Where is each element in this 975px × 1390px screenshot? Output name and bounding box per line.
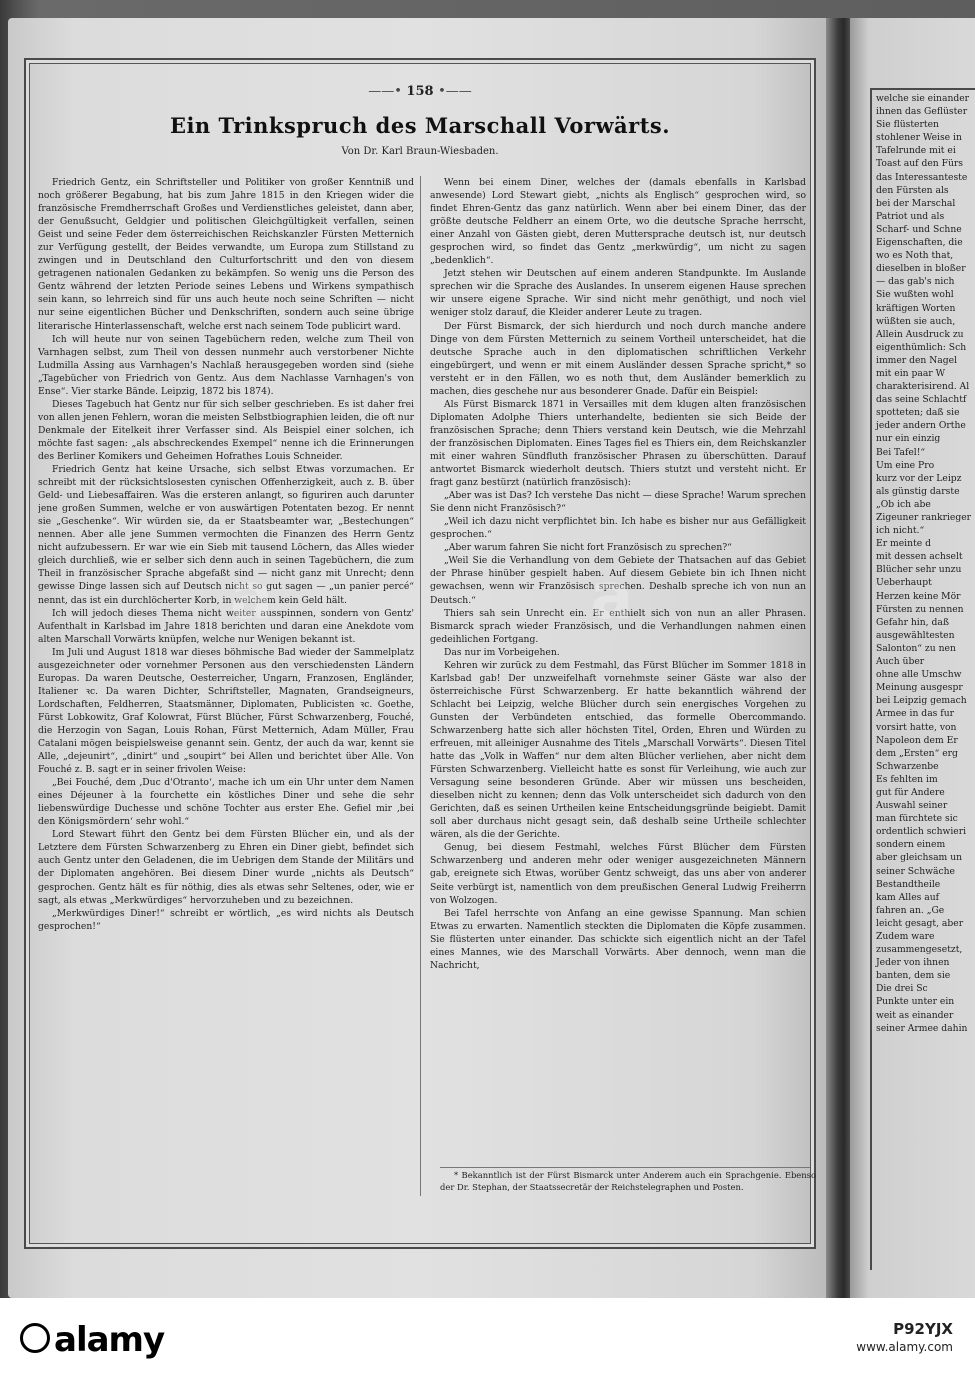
text-line: banten, dem sie <box>876 970 951 982</box>
text-line: Bestandtheile <box>876 878 941 890</box>
text-line: ihnen das Geflüster <box>876 106 968 118</box>
paragraph: Friedrich Gentz hat keine Ursache, sich selbst Etwas vorzumachen. Er schreibt mit der rücksichtslosesten cynischen Offenherzigkeit, auch z. B. über Geld- und Liebesaffairen. Was die ersteren anlangt, so figuriren auch darunter jene großen Summen, welche er von auswärtigen Potentaten bezog. Er nennt sie „Geschenke“. Wir würden sie, da er Staatsbeamter war, „Bestechungen“ nennen. Aber alle jene Summen vermochten die Finanzen des Herrn Gentz nicht aufzubessern. Er war wie ein Sieb mit tausend Löchern, das Alles wieder gleich durchließ, wie er selber sich denn auch in seinen Tagebüchern, die zum Theil in französischer Sprache abgefaßt sind — nicht ganz mit Unrecht; denn gewisse Dinge lassen sich auf Deutsch nicht so gut sagen — „un panier percé“ nennt, das ist ein durchlöcherter Korb, in welchem kein Geld hält. <box>38 464 414 606</box>
paragraph: Als Fürst Bismarck 1871 in Versailles mit dem klugen alten französischen Diplomaten Adolphe Thiers unterhandelte, bedienten sie sich Beide der französischen Sprache; denn Thiers verstand kein Deutsch, wie die Mehrzahl der französischen Diplomaten. Eines Tages fiel es Thiers ein, dem Reichskanzler mit einer wahren Sündfluth französischer Phrasen zu überschütten. Darauf antwortet Bismarck wiederholt deutsch. Thiers stutzt und versteht nicht. Er fragt ganz bestürzt (natürlich französisch): <box>430 398 806 489</box>
text-line: Salonton“ zu nen <box>876 642 956 654</box>
text-line: gut für Andere <box>876 786 945 798</box>
text-line: mit ein paar W <box>876 367 946 379</box>
paragraph: Bei Tafel herrschte von Anfang an eine gewisse Spannung. Man schien Etwas zu erwarten. Namentlich steckten die Diplomaten die Köpfe zusammen. Sie flüsterten unter einander. Das schickte sich eigentlich nicht an der Tafel eines Mannes, wie des Marschall Vorwärts. Aber dennoch, wenn man die Nachricht, <box>430 907 806 971</box>
paragraph: „Weil Sie die Verhandlung von dem Gebiete der Thatsachen auf das Gebiet der Phrase hinüber gespielt haben. Auf diesem Gebiete bin ich Ihnen nicht gewachsen, wenn wir Französisch sprechen. Deshalb spreche ich von nun an Deutsch.“ <box>430 555 806 606</box>
text-line: Ueberhaupt <box>876 577 932 589</box>
text-line: Er meinte d <box>876 538 931 550</box>
text-line: seiner Schwäche <box>876 865 955 877</box>
paragraph: Der Fürst Bismarck, der sich hierdurch und noch durch manche andere Dinge von dem Fürsten Metternich zu seinem Vortheil unterscheidet, hat die deutsche Sprache auch in den diplomatischen schriftlichen Verkehr eingebürgert, und wenn er mit einem Ausländer dessen Sprache spricht,* so versteht er in den Fällen, wo es noth thut, dem Ausländer bemerklich zu machen, dies geschehe nur aus besonderer Gnade. Dafür ein Beispiel: <box>430 320 806 397</box>
text-line: kräftigen Worten <box>876 302 956 314</box>
footnote-rule <box>440 1167 810 1168</box>
paragraph: Im Juli und August 1818 war dieses böhmische Bad wieder der Sammelplatz ausgezeichneter oder vornehmer Personen aus den verschiedensten Ländern Europas. Da waren Deutsche, Oesterreicher, Ungarn, Franzosen, Engländer, Italiener ꝛc. Da waren Dichter, Schriftsteller, Magnaten, Grandseigneurs, Lordschaften, Feldherren, Staatsmänner, Diplomaten, Publicisten ꝛc. Goethe, Fürst Lobkowitz, Graf Kolowrat, Fürst Blücher, Fürst Schwarzenberg, Fouché, die Herzogin von Sagan, Louis Rohan, Fürst Metternich, Adam Müller, Frau Catalani mögen beispielsweise genannt sein. Gentz, der auch da war, kennt sie Alle, „dejeunirt“, „dinirt“ und „soupirt“ bei Allen und berichtet über Alle. Von Fouché z. B. sagt er in seiner frivolen Weise: <box>38 646 414 776</box>
text-line: Sie flüsterten <box>876 119 939 131</box>
text-line: Bei Tafel!“ <box>876 446 926 458</box>
text-line: seiner Armee dahin <box>876 1022 968 1034</box>
paragraph: „Aber was ist Das? Ich verstehe Das nicht — diese Sprache! Warum sprechen Sie denn nicht Französisch?“ <box>430 490 806 515</box>
text-line: Blücher sehr unzu <box>876 564 962 576</box>
text-line: Meinung ausgespr <box>876 682 963 694</box>
text-line: das seine Schlachtf <box>876 394 967 406</box>
column-divider <box>420 176 421 1196</box>
text-line: dieselben in bloßer <box>876 263 966 275</box>
text-line: mit dessen achselt <box>876 551 963 563</box>
paragraph: Friedrich Gentz, ein Schriftsteller und Politiker von großer Kenntniß und noch größerer Begabung, hat bis zum Jahre 1815 in den Kriegen wider die französische Fremdherrschaft Großes und Verdienstliches geleistet, dann aber, der Genußsucht, Geldgier und politischen Gleichgültigkeit verfallen, seinen Geist und seine Feder dem österreichischen Reichskanzler Fürsten Metternich zur Verfügung gestellt, der Beides verwandte, um Europa zum Stillstand zu zwingen und in Deutschland den Culturfortschritt und den von diesem getragenen nationalen Gedanken zu bekämpfen. So wenig uns die Person des Gentz während der letzten Periode seines Lebens und Wirkens sympathisch sein kann, so lehrreich sind für uns auch heute noch seine Schriften — nicht nur seine eigentlichen Bücher und Denkschriften, sondern auch seine übrige literarische Hinterlassenschaft, welche erst nach seinem Tode publicirt ward. <box>38 177 414 332</box>
text-line: das Interessanteste <box>876 171 968 183</box>
text-line: charakterisirend. Al <box>876 381 970 393</box>
stock-info <box>856 1320 953 1356</box>
text-line: kurz vor der Leipz <box>876 472 962 484</box>
text-line: immer den Nagel <box>876 354 958 366</box>
text-line: kam Alles auf <box>876 891 940 903</box>
text-line: man fürchtete sic <box>876 813 958 825</box>
paragraph: Kehren wir zurück zu dem Festmahl, das Fürst Blücher im Sommer 1818 in Karlsbad gab! Der unzweifelhaft vornehmste seiner Gäste war also der österreichische Fürst Schwarzenberg. Er hatte bekanntlich während der Schlacht bei Leipzig, welche Blücher durch sein energisches Vorgehen zu Gunsten der Verbündeten entschied, das formelle Obercommando. Schwarzenberg hatte sich aller höchsten Titel, Orden, Ehren und Würden zu erfreuen, mit alleiniger Ausnahme des Titels „Marschall Vorwärts“. Diesen Titel hatte das „Volk in Waffen“ nur dem alten Blücher verliehen, aber nicht dem Fürsten Schwarzenberg. Vielleicht hatte es sonst für Verleihung, wie auch zur Versagung seine besonderen Gründe. Aber wir müssen uns bescheiden, dieselben nicht zu kennen; denn das Volk unterscheidet sich dadurch von den Gerichten, daß es seinen Urtheilen keine Entscheidungsgründe beigiebt. Damit soll aber durchaus nicht gesagt sein, daß deshalb seine Urtheile schlechter wären, als die der Gerichte. <box>430 659 806 841</box>
text-line: vorsirt hatte, von <box>876 721 957 733</box>
text-line: ohne alle Umschw <box>876 669 962 681</box>
text-line: Zudem ware <box>876 931 935 942</box>
text-line: — das gab's nich <box>876 276 955 288</box>
text-line: bei Leipzig gemach <box>876 695 967 707</box>
paragraph: Genug, bei diesem Festmahl, welches Fürst Blücher dem Fürsten Schwarzenberg und anderen mehr oder weniger ausgezeichneten Männern gab, ereignete sich Etwas, worüber Gentz schweigt, das uns aber von anderer Seite verbürgt ist, namentlich von dem preußischen General Ludwig Freiherrn von Wolzogen. <box>430 842 806 906</box>
text-line: Armee in das fur <box>876 708 955 720</box>
article-byline: Von Dr. Karl Braun-Wiesbaden. <box>341 146 499 157</box>
text-line: Allein Ausdruck zu <box>876 328 964 340</box>
footnote-text: * Bekanntlich ist der Fürst Bismarck unter Anderem auch ein Sprachgenie. Ebenso der Dr. Stephan, der Staatssecretär der Reichstelegraphen und Posten. <box>440 1170 816 1192</box>
image-id: P92YJX <box>893 1320 953 1338</box>
text-line: eigenthümlich: Sch <box>876 341 967 353</box>
text-line: Patriot und als <box>876 210 945 222</box>
text-line: Scharf- und Schne <box>876 223 962 235</box>
text-line: Toast auf den Fürs <box>876 158 964 170</box>
paragraph: Ich will heute nur von seinen Tagebüchern reden, welche zum Theil von Varnhagen selbst, zum Theil von dessen nunmehr auch verstorbener Nichte Ludmilla Assing aus Varnhagen's Nachlaß herausgegeben worden sind (siehe „Tagebücher von Friedrich von Gentz. Aus dem Nachlasse Varnhagen's von Ense“. Vier starke Bände. Leipzig, 1872 bis 1874). <box>38 333 414 397</box>
paragraph: „Aber warum fahren Sie nicht fort Französisch zu sprechen?“ <box>444 542 732 554</box>
text-line: Napoleon dem Er <box>876 734 958 746</box>
text-line: aber gleichsam un <box>876 852 963 864</box>
text-line: stohlener Weise in <box>876 132 962 144</box>
text-line: fahren an. „Ge <box>876 904 945 916</box>
text-line: „Ob ich abe <box>876 498 931 510</box>
text-line: zusammengesetzt, <box>876 944 963 956</box>
text-line: ich nicht.“ <box>876 525 925 537</box>
article-title: Ein Trinkspruch des Marschall Vorwärts. <box>169 113 671 138</box>
text-line: als günstig darste <box>876 485 960 497</box>
text-line: nur ein einzig <box>876 433 941 445</box>
right-column <box>430 176 806 1206</box>
text-line: wo es Noth that, <box>876 250 954 262</box>
page-number: ——• 158 •—— <box>368 84 472 99</box>
right-page-text <box>876 92 975 1035</box>
text-line: leicht gesagt, aber <box>876 917 964 929</box>
paragraph: Das nur im Vorbeigehen. <box>444 646 560 658</box>
text-line: spotteten; daß sie <box>876 407 960 419</box>
text-line: den Fürsten als <box>876 184 949 196</box>
text-line: Sie wußten wohl <box>876 289 954 301</box>
left-column <box>38 176 414 1206</box>
paragraph: „Merkwürdiges Diner!“ schreibt er wörtlich, „es wird nichts als Deutsch gesprochen!“ <box>38 907 414 932</box>
paragraph: Thiers sah sein Unrecht ein. Er enthielt sich von nun an aller Phrasen. Bismarck sprach wieder Französisch, und die Verhandlungen nahmen einen gedeihlichen Fortgang. <box>430 607 806 645</box>
footnote <box>440 1170 816 1193</box>
text-line: Die drei Sc <box>876 983 928 995</box>
text-line: Fürsten zu nennen <box>876 603 964 615</box>
text-line: bei der Marschal <box>876 197 956 209</box>
text-line: Eigenschaften, die <box>876 237 963 249</box>
paragraph: „Bei Fouché, dem ‚Duc d'Otranto‘, mache ich um ein Uhr unter dem Namen eines Déjeuner à la fourchette ein köstliches Diner und sehe die sehr liebenswürdige Duchesse und schöne Tochter aus erster Ehe. Gefiel mir ‚bei den Königsmördern‘ sehr wohl.“ <box>38 777 414 828</box>
text-line: Auswahl seiner <box>876 800 948 812</box>
text-line: Schwarzenbe <box>876 760 939 772</box>
right-page-fragment <box>850 18 975 1298</box>
text-line: Punkte unter ein <box>876 996 955 1008</box>
watermark: a <box>590 560 632 634</box>
watermark: a <box>230 560 272 634</box>
text-line: weit as einander <box>876 1009 954 1021</box>
paragraph: Lord Stewart führt den Gentz bei dem Fürsten Blücher ein, und als der Letztere dem Fürsten Schwarzenberg zu Ehren ein Diner giebt, befindet sich auch Gentz unter den Geladenen, die im Uebrigen dem Stande der Militärs und der Diplomaten angehören. Bei diesem Diner wurde „nichts als Deutsch“ gesprochen. Gentz hält es für nöthig, dies als etwas sehr Seltenes, oder, wie er sagt, als etwas „Merkwürdiges“ hervorzuheben und zu bezeichnen. <box>38 829 414 906</box>
text-line: jeder andern Orthe <box>876 420 966 432</box>
stock-url: www.alamy.com <box>856 1340 953 1354</box>
text-line: Um eine Pro <box>876 459 935 471</box>
text-line: wüßten sie auch, <box>876 315 956 327</box>
text-line: Gefahr hin, daß <box>876 616 949 628</box>
text-line: Es fehlten im <box>876 773 938 785</box>
text-line: Zigeuner rankrieger <box>876 512 972 523</box>
text-line: sondern einem <box>876 839 946 851</box>
logo-mark-icon <box>20 1323 50 1353</box>
text-line: Tafelrunde mit ei <box>876 145 956 157</box>
text-line: Herzen keine Mör <box>876 590 961 602</box>
paragraph: Wenn bei einem Diner, welches der (damals ebenfalls in Karlsbad anwesende) Lord Stewart giebt, „nichts als Englisch“ gesprochen wird, so findet Ehren-Gentz das ganz natürlich. Wenn aber bei einem Diner, das der größte deutsche Feldherr an einem Orte, wo die deutsche Sprache herrscht, einer Anzahl von Gästen giebt, deren Muttersprache deutsch ist, nur deutsch gesprochen wird, so findet das Gentz „merkwürdig“, um nicht zu sagen „bedenklich“. <box>430 177 806 267</box>
paragraph: Jetzt stehen wir Deutschen auf einem anderen Standpunkte. Im Auslande sprechen wir die Sprache des Auslandes. In unserem eigenen Hause sprechen wir unsere eigene Sprache. Wir sind nicht mehr genöthigt, und noch viel weniger stolz darauf, die Kleider anderer Leute zu tragen. <box>430 268 806 319</box>
text-line: Auch über <box>876 656 925 668</box>
text-line: dem „Ersten“ erg <box>876 747 958 759</box>
text-line: ordentlich schwieri <box>876 826 967 838</box>
paragraph: Dieses Tagebuch hat Gentz nur für sich selber geschrieben. Es ist daher frei von allen jenen Fehlern, woran die meisten Selbstbiographien leiden, die oft nur Denkmale der Eitelkeit ihrer Verfasser sind. Als Beispiel einer solchen, ich möchte fast sagen: „als abschreckendes Exempel“ nenne ich die Erinnerungen des Berliner Komikers und Geheimen Hofrathes Louis Schneider. <box>38 398 414 462</box>
text-line: Jeder von ihnen <box>876 957 950 969</box>
text-line: welche sie einander <box>876 93 970 104</box>
alamy-logo: alamy <box>20 1320 164 1360</box>
paragraph: Ich will jedoch dieses Thema nicht weiter ausspinnen, sondern von Gentz' Aufenthalt in Karlsbad im Jahre 1818 berichten und daran eine Anekdote vom alten Marschall Vorwärts knüpfen, welche nur Wenigen bekannt ist. <box>38 607 414 645</box>
text-line: ausgewähltesten <box>876 629 955 641</box>
paragraph: „Weil ich dazu nicht verpflichtet bin. Ich habe es bisher nur aus Gefälligkeit gesprochen.“ <box>430 516 806 541</box>
